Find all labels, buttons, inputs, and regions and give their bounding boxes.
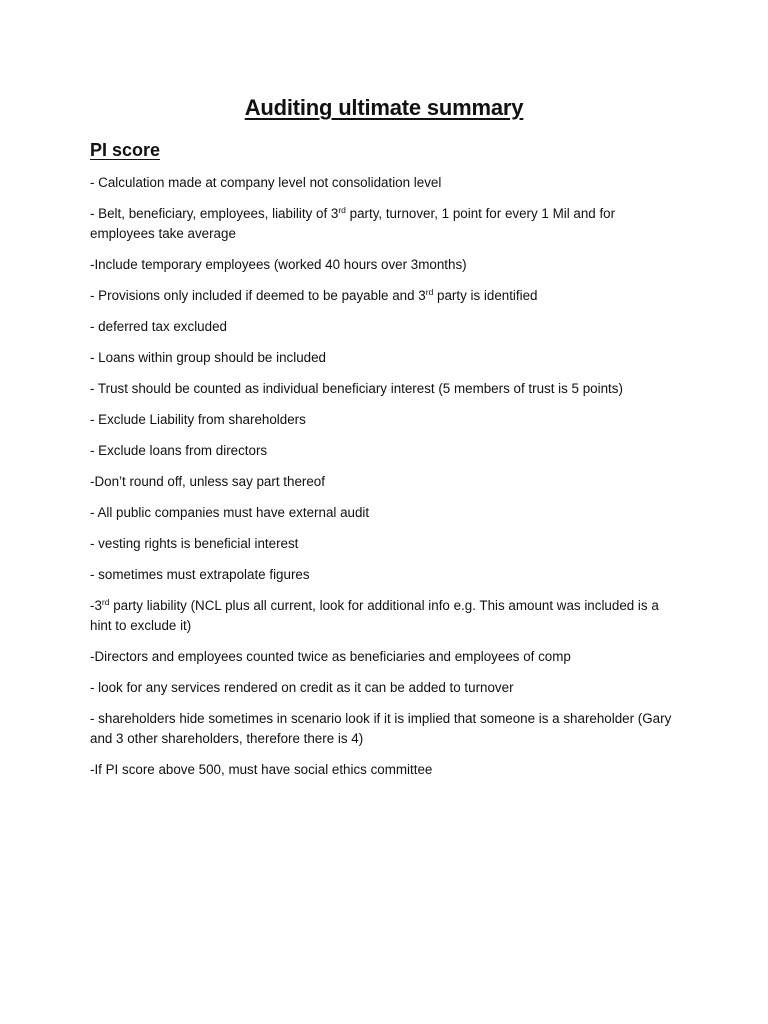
bullet-text: party, turnover, 1 point for every 1 Mil and for employees take average (90, 206, 616, 241)
bullet-text: - All public companies must have external audit (90, 505, 370, 520)
bullet-text: -Include temporary employees (worked 40 hours over 3months) (90, 257, 467, 272)
bullet-item (90, 255, 680, 275)
bullet-item (90, 503, 680, 523)
bullet-text: - vesting rights is beneficial interest (90, 536, 299, 551)
bullet-text: - Belt, beneficiary, employees, liability of 3 (90, 206, 339, 221)
bullet-item (90, 534, 680, 554)
bullet-text: - Trust should be counted as individual beneficiary interest (5 members of trust is 5 points) (90, 381, 623, 396)
bullet-text: - deferred tax excluded (90, 319, 227, 334)
bullet-item (90, 472, 680, 492)
document-title: Auditing ultimate summary (244, 95, 524, 120)
bullet-text: - Exclude loans from directors (90, 443, 268, 458)
bullet-text: -Don’t round off, unless say part thereof (90, 474, 325, 489)
bullet-list (90, 173, 680, 791)
bullet-text: - Loans within group should be included (90, 350, 326, 365)
bullet-item (90, 565, 680, 585)
bullet-item (90, 317, 680, 337)
bullet-item (90, 709, 680, 749)
bullet-item (90, 204, 680, 244)
bullet-text: - Exclude Liability from shareholders (90, 412, 306, 427)
bullet-item (90, 410, 680, 430)
bullet-text: party liability (NCL plus all current, look for additional info e.g. This amount was included is a hint to exclude it) (90, 598, 659, 633)
bullet-text: - Calculation made at company level not consolidation level (90, 175, 442, 190)
bullet-item (90, 441, 680, 461)
bullet-item (90, 286, 680, 306)
bullet-item (90, 173, 680, 193)
bullet-text: -Directors and employees counted twice as beneficiaries and employees of comp (90, 649, 571, 664)
bullet-item (90, 348, 680, 368)
superscript-text: rd (425, 287, 434, 297)
bullet-text: -3 (90, 598, 102, 613)
superscript-text: rd (338, 205, 346, 215)
bullet-text: - Provisions only included if deemed to be payable and 3 (90, 288, 426, 303)
section-heading-pi-score: PI score (90, 140, 161, 160)
bullet-item (90, 596, 680, 636)
bullet-text: -If PI score above 500, must have social ethics committee (90, 762, 433, 777)
superscript-text: rd (101, 597, 110, 607)
bullet-text: party is identified (433, 288, 538, 303)
bullet-text: - sometimes must extrapolate figures (90, 567, 310, 582)
bullet-item (90, 678, 680, 698)
bullet-item (90, 379, 680, 399)
bullet-item (90, 647, 680, 667)
bullet-text: - look for any services rendered on credit as it can be added to turnover (90, 680, 514, 695)
bullet-item (90, 760, 680, 780)
bullet-text: - shareholders hide sometimes in scenario look if it is implied that someone is a shareholder (Gary and 3 other shareholders, therefore there is 4) (90, 711, 672, 746)
